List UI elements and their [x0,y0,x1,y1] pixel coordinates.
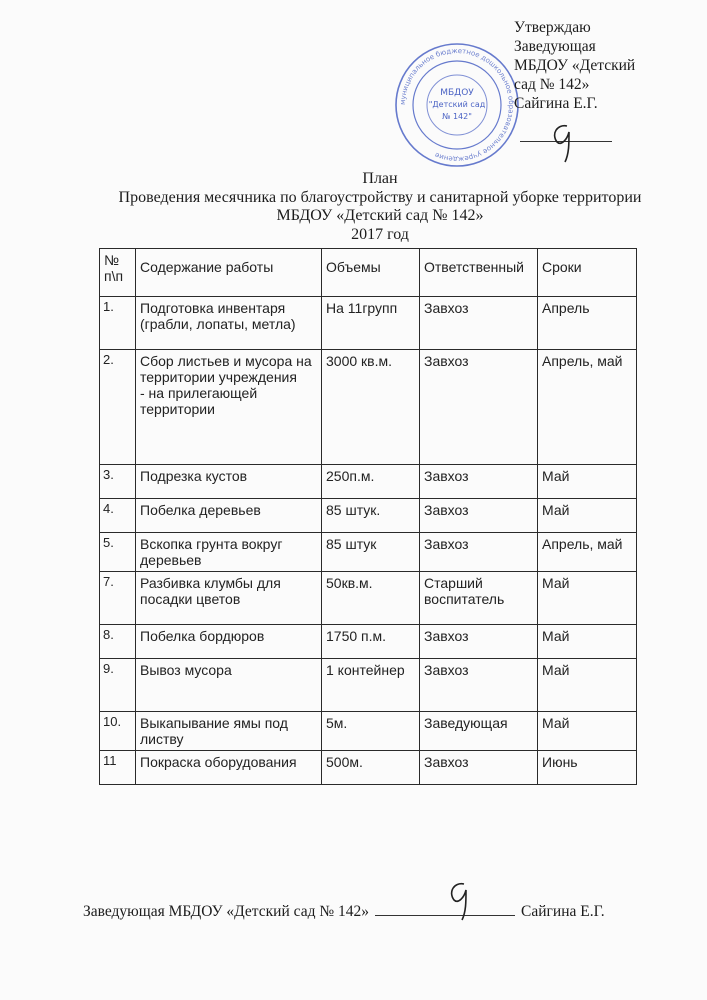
cell-volume: 1 контейнер [322,659,420,712]
approval-block [514,18,635,113]
footer-signature [440,876,480,924]
cell-responsible: Завхоз [420,751,538,785]
approval-line: Заведующая [514,38,596,55]
title-line: Проведения месячника по благоустройству и санитарной уборке территории [118,188,642,206]
title-line: МБДОУ «Детский сад № 142» [276,207,484,224]
cell-volume: На 11групп [322,297,420,350]
cell-number: 5. [100,533,136,572]
cell-term: Май [538,712,637,751]
header-work: Содержание работы [136,249,322,297]
cell-responsible: Завхоз [420,350,538,465]
cell-volume: 85 штук [322,533,420,572]
stamp-center-line2: "Детский сад [428,100,486,109]
cell-term: Апрель [538,297,637,350]
cell-volume: 5м. [322,712,420,751]
cell-term: Май [538,499,637,533]
header-responsible: Ответственный [420,249,538,297]
table-row [100,350,637,465]
cell-work: Подготовка инвентаря (грабли, лопаты, метла) [136,297,322,350]
cell-term: Май [538,625,637,659]
table-row [100,499,637,533]
table-row [100,533,637,572]
cell-number: 2. [100,350,136,465]
cell-number: 4. [100,499,136,533]
cell-term: Май [538,659,637,712]
cell-responsible: Завхоз [420,465,538,499]
cell-work: Подрезка кустов [136,465,322,499]
title-line: 2017 год [351,225,409,243]
footer-signature-block [83,903,605,921]
cell-work: Покраска оборудования [136,751,322,785]
cell-work: Вывоз мусора [136,659,322,712]
cell-term: Май [538,572,637,625]
cell-work: Побелка деревьев [136,499,322,533]
table-row [100,712,637,751]
cell-volume: 250п.м. [322,465,420,499]
table-row [100,751,637,785]
cell-work: Побелка бордюров [136,625,322,659]
approval-line: МБДОУ «Детский [514,57,636,74]
cell-work: Выкапывание ямы под листву [136,712,322,751]
cell-responsible: Завхоз [420,625,538,659]
cell-volume: 50кв.м. [322,572,420,625]
header-volume: Объемы [322,249,420,297]
cell-responsible: Завхоз [420,297,538,350]
footer-position: Заведующая МБДОУ «Детский сад № 142» [83,903,370,920]
cell-responsible: Заведующая [420,712,538,751]
document-title [60,170,700,244]
approval-signature [545,118,585,166]
cell-volume: 85 штук. [322,499,420,533]
footer-name: Сайгина Е.Г. [521,903,605,920]
table-row [100,572,637,625]
cell-volume: 3000 кв.м. [322,350,420,465]
cell-work: Сбор листьев и мусора на территории учреждения - на прилегающей территории [136,350,322,465]
table-header-row [100,249,637,297]
cell-volume: 500м. [322,751,420,785]
table-row [100,659,637,712]
cell-number: 9. [100,659,136,712]
cell-term: Июнь [538,751,637,785]
approval-line: сад № 142» [514,76,590,93]
table-row [100,297,637,350]
cell-term: Апрель, май [538,350,637,465]
title-line: План [362,170,398,187]
stamp-center-line3: № 142" [442,112,472,121]
cell-number: 8. [100,625,136,659]
cell-responsible: Завхоз [420,533,538,572]
approval-line: Утверждаю [514,19,591,36]
cell-responsible: Завхоз [420,499,538,533]
cell-responsible: Старший воспитатель [420,572,538,625]
cell-number: 11 [100,751,136,785]
cell-number: 10. [100,712,136,751]
cell-number: 7. [100,572,136,625]
header-number: № п\п [100,249,136,297]
cell-work: Вскопка грунта вокруг деревьев [136,533,322,572]
plan-table [99,248,637,785]
header-term: Сроки [538,249,637,297]
table-row [100,625,637,659]
cell-volume: 1750 п.м. [322,625,420,659]
cell-number: 3. [100,465,136,499]
official-stamp [392,40,522,170]
table-row [100,465,637,499]
cell-responsible: Завхоз [420,659,538,712]
cell-term: Май [538,465,637,499]
stamp-ring-text: муниципальное бюджетное дошкольное образовательное учреждение [398,46,516,164]
stamp-center-line1: МБДОУ [440,88,474,98]
approval-line: Сайгина Е.Г. [514,95,598,112]
cell-work: Разбивка клумбы для посадки цветов [136,572,322,625]
cell-number: 1. [100,297,136,350]
cell-term: Апрель, май [538,533,637,572]
